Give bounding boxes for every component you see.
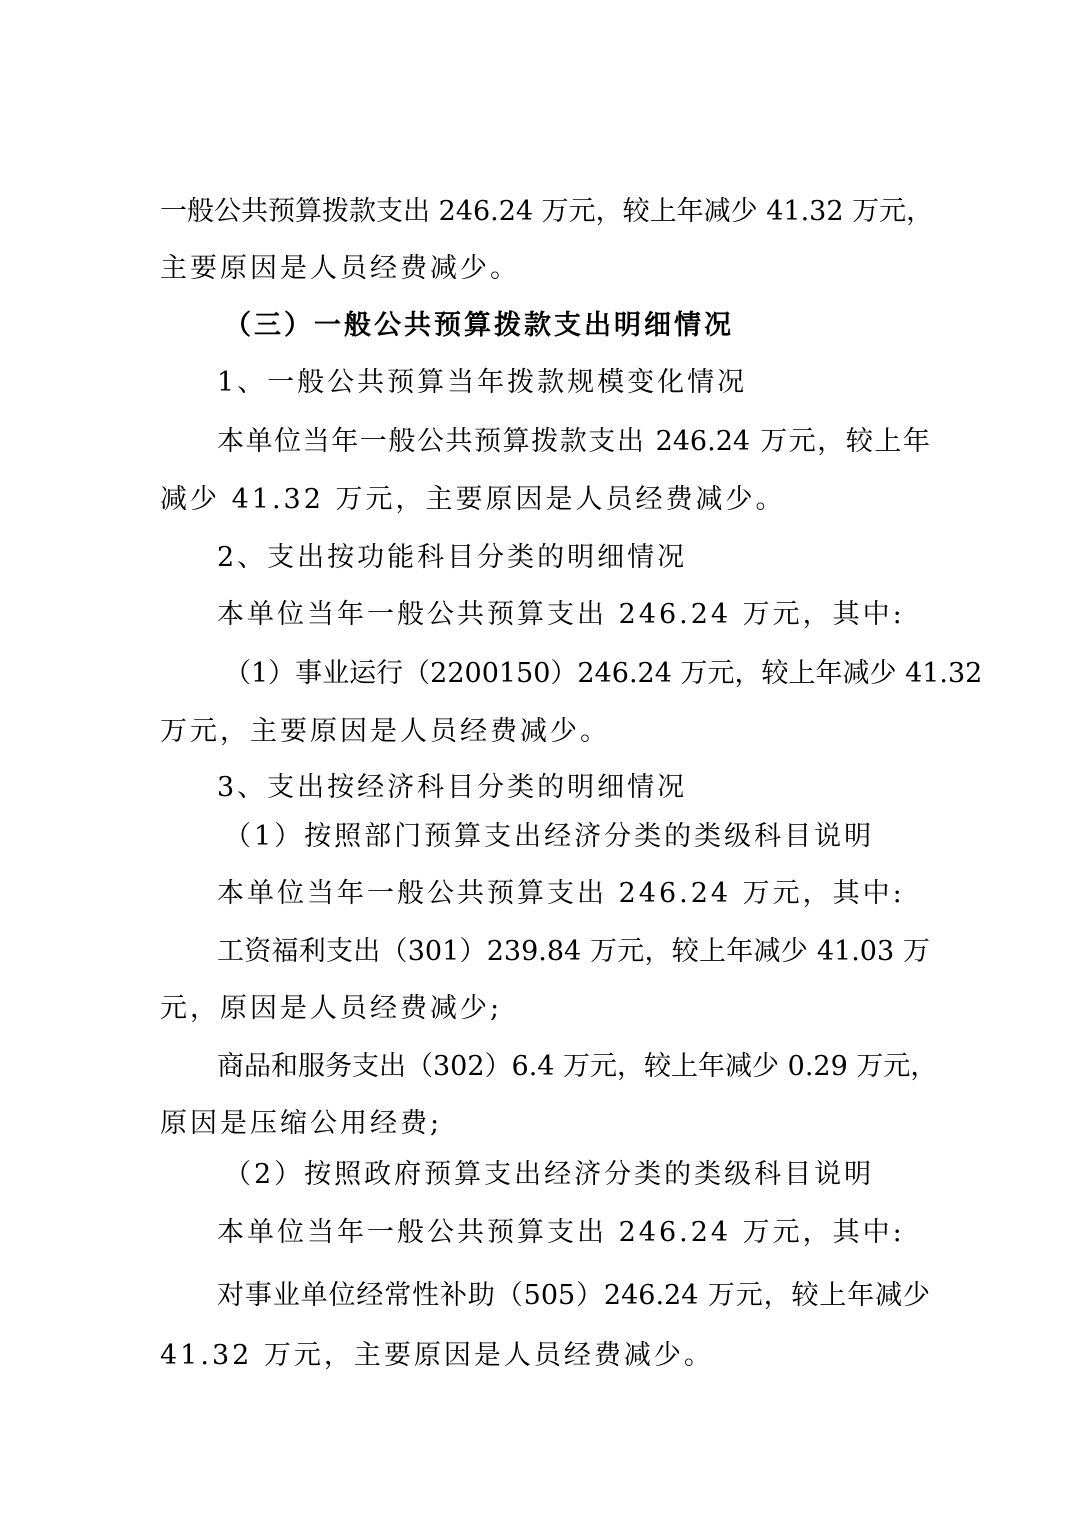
paragraph-line: 万元，主要原因是人员经费减少。 <box>160 716 610 747</box>
paragraph-line: 本单位当年一般公共预算支出 246.24 万元，其中: <box>217 878 905 909</box>
subsection-heading: 3、支出按经济科目分类的明细情况 <box>217 772 688 803</box>
subsection-heading: （2）按照政府预算支出经济分类的类级科目说明 <box>224 1159 875 1190</box>
paragraph-line: （1）事业运行（2200150）246.24 万元，较上年减少 41.32 <box>224 658 983 689</box>
paragraph-line: 减少 41.32 万元，主要原因是人员经费减少。 <box>160 484 786 515</box>
subsection-heading: 1、一般公共预算当年拨款规模变化情况 <box>217 367 748 398</box>
paragraph-line: 对事业单位经常性补助（505）246.24 万元，较上年减少 <box>217 1280 930 1311</box>
paragraph-line: 原因是压缩公用经费; <box>160 1108 443 1139</box>
paragraph-line: 本单位当年一般公共预算拨款支出 246.24 万元，较上年 <box>217 426 930 457</box>
section-heading: （三）一般公共预算拨款支出明细情况 <box>224 310 734 341</box>
subsection-heading: （1）按照部门预算支出经济分类的类级科目说明 <box>224 821 875 852</box>
paragraph-line: 41.32 万元，主要原因是人员经费减少。 <box>160 1340 714 1371</box>
paragraph-line: 元，原因是人员经费减少; <box>160 993 503 1024</box>
subsection-heading: 2、支出按功能科目分类的明细情况 <box>217 542 688 573</box>
paragraph-line: 工资福利支出（301）239.84 万元，较上年减少 41.03 万 <box>217 936 930 967</box>
paragraph-line: 本单位当年一般公共预算支出 246.24 万元，其中: <box>217 599 905 630</box>
paragraph-line: 一般公共预算拨款支出 246.24 万元，较上年减少 41.32 万元， <box>160 196 934 227</box>
paragraph-line: 商品和服务支出（302）6.4 万元，较上年减少 0.29 万元， <box>217 1051 938 1082</box>
paragraph-line: 主要原因是人员经费减少。 <box>160 253 520 284</box>
paragraph-line: 本单位当年一般公共预算支出 246.24 万元，其中: <box>217 1217 905 1248</box>
